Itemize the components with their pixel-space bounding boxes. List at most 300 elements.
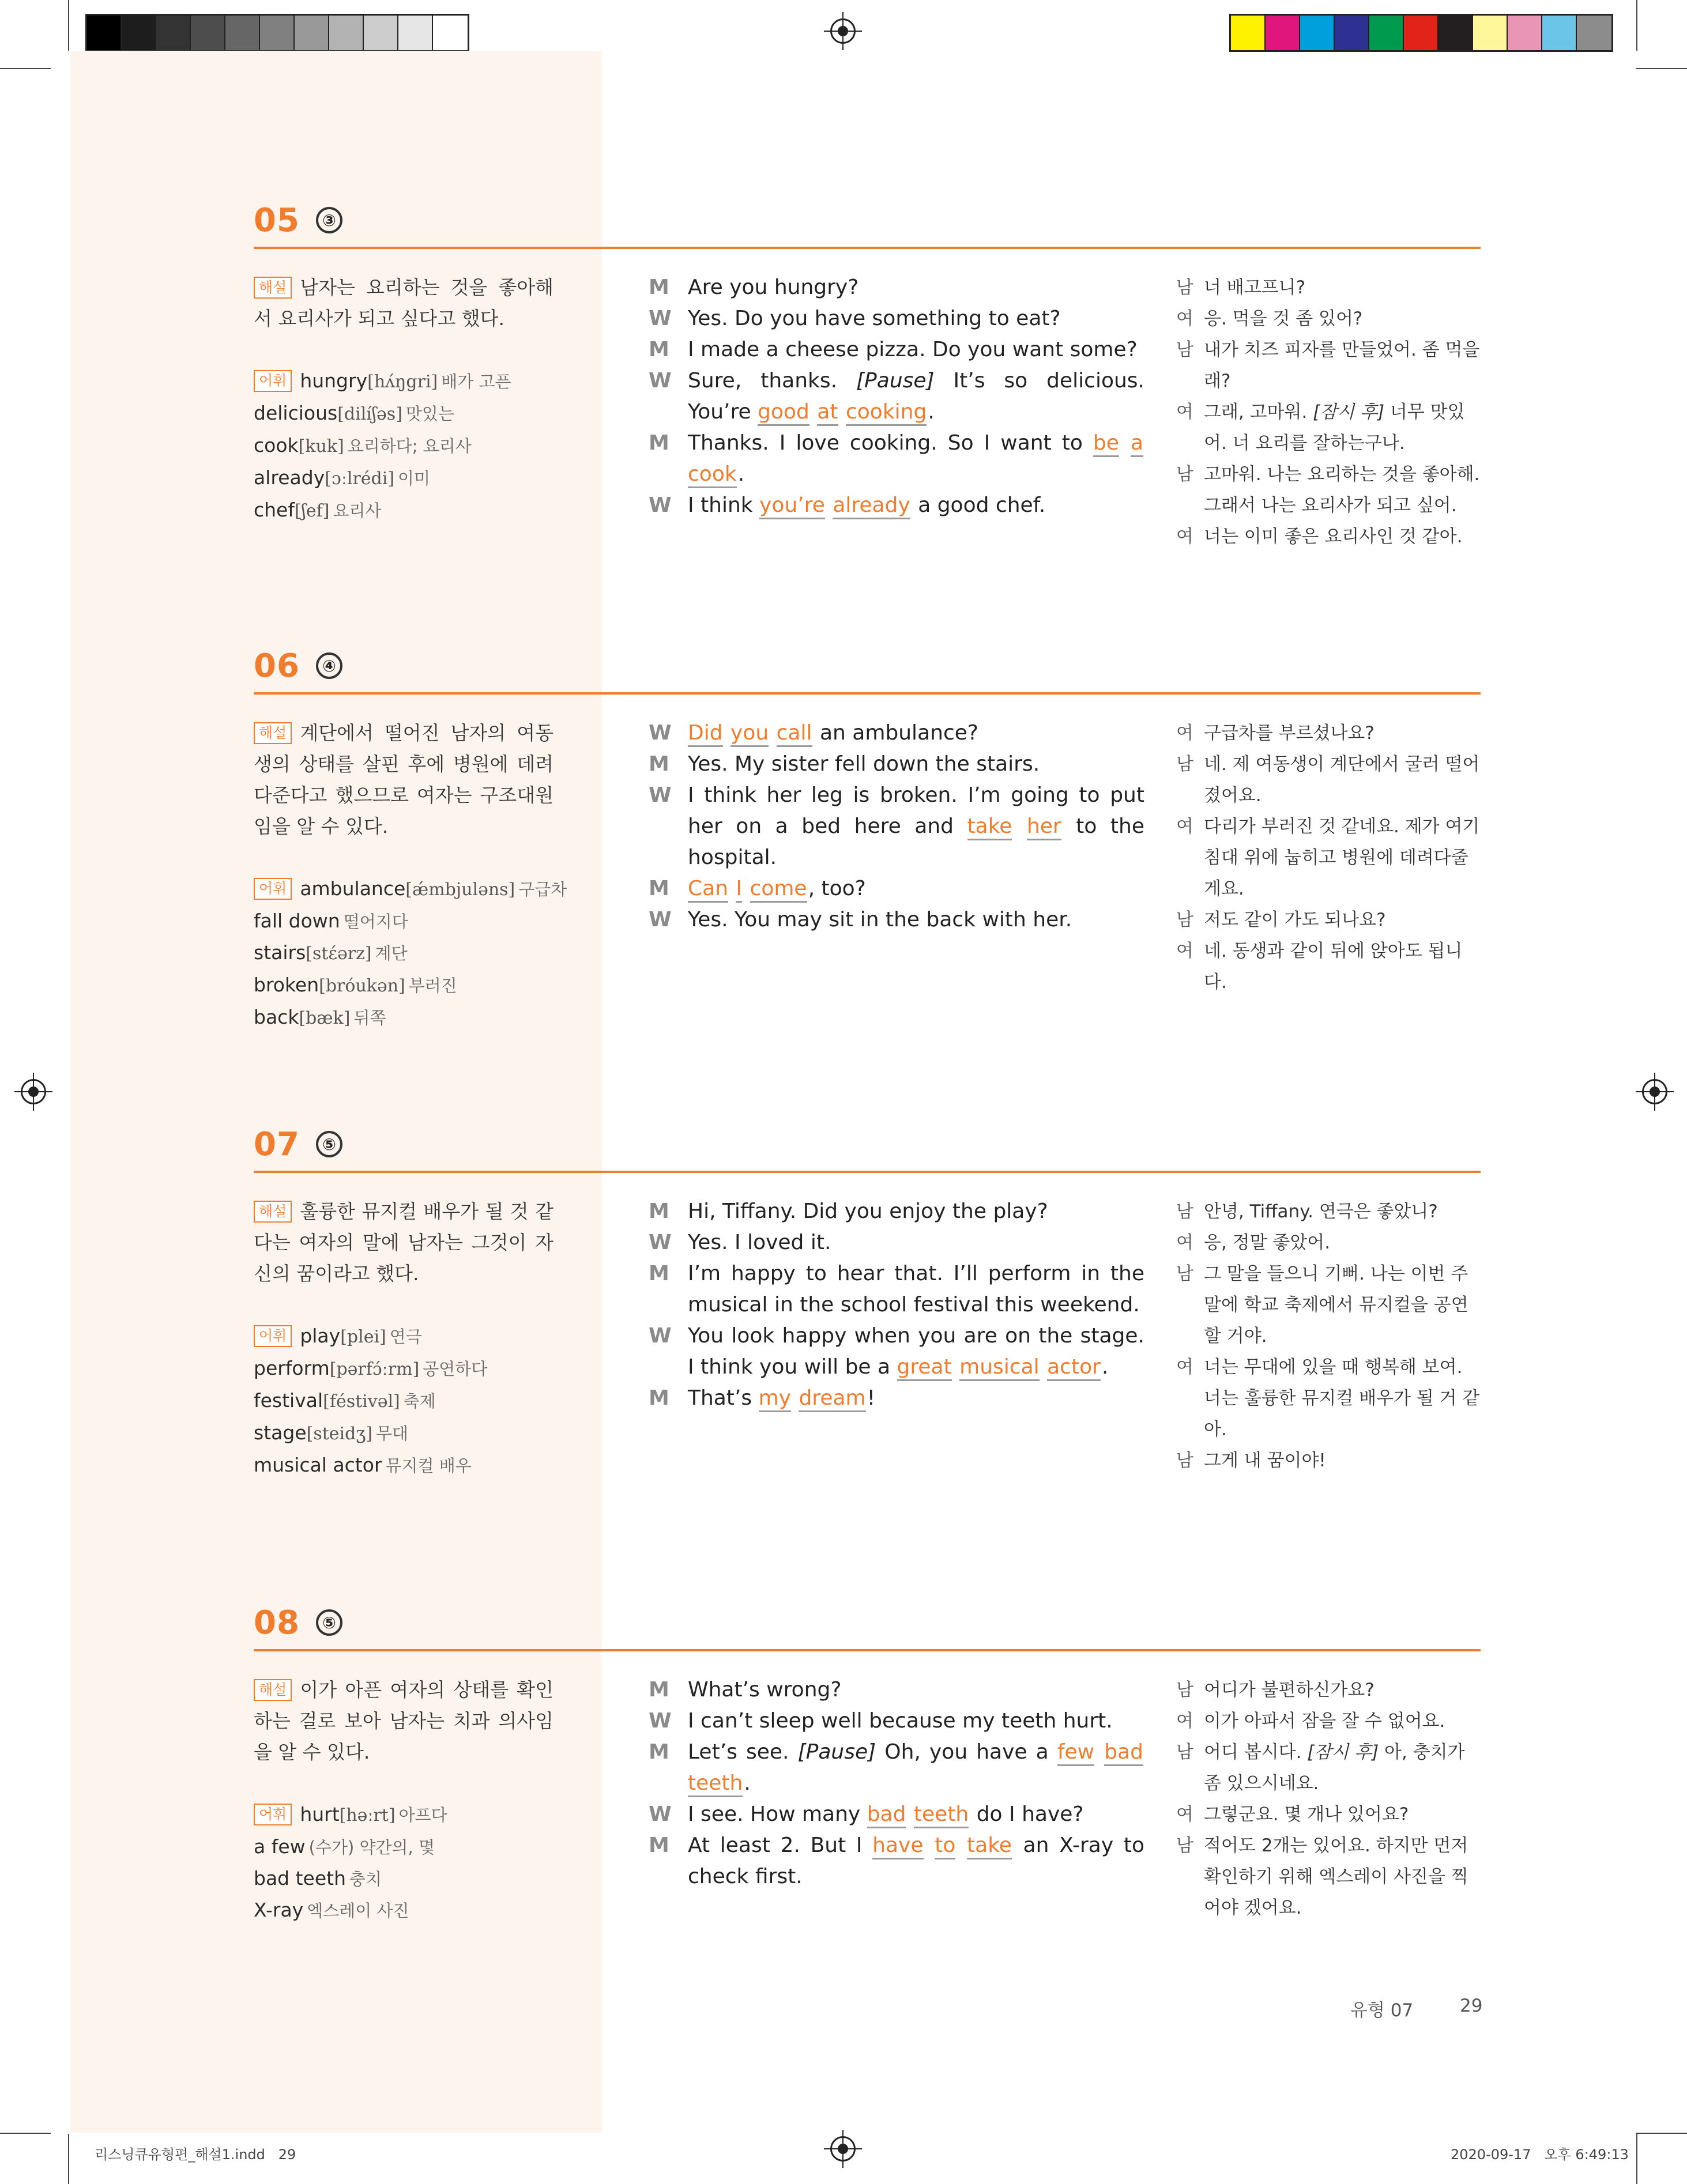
vocab-word: perform (254, 1357, 330, 1379)
vocab-phonetic: [féstivəl] (323, 1391, 400, 1412)
vocab-item (254, 970, 553, 1002)
vocab-word: back (254, 1006, 299, 1028)
text-run (724, 721, 730, 745)
translation-text (1204, 1227, 1482, 1258)
color-swatch (1404, 16, 1439, 50)
dialogue-line (649, 1258, 1144, 1321)
speaker-label: M (649, 1262, 669, 1285)
answer-choice: ⑤ (316, 1131, 342, 1157)
vocab-phonetic: [steidʒ] (306, 1424, 372, 1444)
vocab-item (254, 873, 567, 906)
dialogue-line (649, 1383, 1144, 1414)
dialogue-text (688, 334, 1144, 365)
vocab-phonetic: [hʌ́ŋgri] (367, 372, 438, 392)
blank-answer: Did (688, 721, 723, 747)
translation-text (1204, 521, 1482, 552)
text-run (1041, 1355, 1047, 1379)
dialogue-line (649, 749, 1144, 780)
text-run: ! (867, 1386, 876, 1410)
stage-direction: [Pause] (797, 1740, 876, 1764)
text-run: I think her leg is broken. I’m going to put her on a bed here and (688, 783, 1144, 838)
question-header (254, 643, 342, 689)
speaker-label: 여 (1176, 723, 1193, 744)
text-run: What’s wrong? (688, 1678, 842, 1702)
section-divider (254, 247, 1481, 249)
crop-mark (1636, 68, 1687, 69)
question-section (254, 197, 1481, 635)
explanation-column (254, 272, 553, 527)
text-run: 어디가 불편하신가요? (1204, 1680, 1375, 1700)
color-swatch (1508, 16, 1542, 50)
dialogue-line (649, 365, 1144, 428)
dialogue-text (688, 1321, 1144, 1383)
text-run: 그 말을 들으니 기뻐. 나는 이번 주말에 학교 축제에서 뮤지컬을 공연할 거야. (1204, 1263, 1468, 1346)
vocab-phonetic: [pərfɔ́ːrm] (329, 1359, 420, 1379)
text-run: 그렇군요. 몇 개나 있어요? (1204, 1804, 1409, 1825)
dialogue-line (649, 873, 1144, 904)
text-run: . (737, 462, 745, 486)
text-run: I can’t sleep well because my teeth hurt. (688, 1709, 1113, 1733)
blank-answer: actor (1047, 1355, 1101, 1381)
blank-answer: good (758, 400, 809, 426)
vocab-item (254, 365, 553, 398)
vocab-tag: 어휘 (254, 878, 292, 900)
section-divider (254, 692, 1481, 695)
text-run (957, 1834, 967, 1857)
text-run: At least 2. But I (688, 1834, 873, 1857)
vocab-item (254, 462, 553, 495)
blank-answer: have (872, 1834, 923, 1859)
explanation-text-block (254, 718, 553, 842)
answer-choice: ③ (316, 207, 342, 233)
translation-text (1204, 303, 1482, 334)
english-dialogue (649, 1674, 1144, 1892)
dialogue-text (688, 780, 1144, 873)
text-run (907, 1802, 913, 1826)
section-divider (254, 1171, 1481, 1173)
dialogue-line (649, 1196, 1144, 1227)
text-run: a good chef. (911, 493, 1046, 517)
dialogue-line (649, 1227, 1144, 1258)
slug-file-info: 리스닝큐유형편_해설1.indd 29 (95, 2147, 296, 2163)
speaker-label: 남 (1176, 1835, 1193, 1856)
vocab-meaning: 요리사 (333, 501, 382, 520)
speaker-label: M (649, 1199, 669, 1223)
vocab-word: broken (254, 974, 319, 996)
text-run: 어디 봅시다. (1204, 1742, 1308, 1763)
question-number: 05 (254, 201, 300, 239)
crop-mark (1636, 2133, 1687, 2134)
color-swatch (1266, 16, 1300, 50)
color-swatch (1542, 16, 1577, 50)
blank-answer: you (730, 721, 769, 747)
explanation-text-block (254, 1196, 553, 1289)
dialogue-text (688, 718, 1144, 749)
vocab-item (254, 1417, 553, 1450)
color-swatch (156, 16, 191, 50)
text-run (953, 1355, 959, 1379)
vocab-meaning: 맛있는 (405, 404, 454, 424)
dialogue-text (688, 904, 1144, 936)
translation-line (1176, 1258, 1482, 1352)
dialogue-line (649, 1830, 1144, 1892)
vocab-item (254, 1321, 553, 1353)
vocab-meaning: 연극 (389, 1327, 422, 1346)
blank-answer: come (750, 877, 807, 903)
text-run: Yes. My sister fell down the stairs. (688, 752, 1040, 776)
speaker-label: M (649, 1678, 669, 1702)
blank-answer: bad (1104, 1740, 1143, 1766)
text-run (729, 877, 736, 900)
blank-answer: I (736, 877, 742, 903)
explanation-column (254, 1196, 553, 1481)
vocab-meaning: 구급차 (518, 880, 567, 899)
vocab-meaning: 계단 (375, 944, 408, 963)
text-run: Yes. Do you have something to eat? (688, 307, 1061, 330)
text-run: 너는 무대에 있을 때 행복해 보여. 너는 훌륭한 뮤지컬 배우가 될 거 같아. (1204, 1357, 1480, 1440)
dialogue-text (688, 1674, 1144, 1706)
text-run: 내가 치즈 피자를 만들었어. 좀 먹을래? (1204, 340, 1480, 391)
translation-line (1176, 272, 1482, 303)
translation-line (1176, 303, 1482, 334)
vocab-meaning: 뒤쪽 (353, 1008, 386, 1028)
translation-line (1176, 1830, 1482, 1923)
translation-text (1204, 459, 1482, 521)
registration-mark-left (21, 1079, 46, 1104)
blank-answer: musical (959, 1355, 1040, 1381)
vocab-word: hungry (300, 369, 368, 392)
question-header (254, 197, 342, 243)
vocab-item (254, 1895, 553, 1926)
vocab-word: festival (254, 1389, 323, 1412)
text-run: , too? (808, 877, 866, 900)
vocab-item (254, 1799, 553, 1831)
blank-answer: my (759, 1386, 791, 1412)
speaker-label: 남 (1176, 1450, 1193, 1471)
registration-mark-bottom (830, 2136, 856, 2162)
blank-answer: already (833, 493, 910, 519)
vocab-item (254, 1831, 553, 1863)
dialogue-line (649, 904, 1144, 936)
translation-text (1204, 1258, 1482, 1352)
vocab-phonetic: [plei] (340, 1327, 386, 1347)
text-run: 너는 이미 좋은 요리사인 것 같아. (1204, 526, 1463, 547)
english-dialogue (649, 1196, 1144, 1414)
speaker-label: 여 (1176, 816, 1193, 837)
color-swatch (329, 16, 364, 50)
translation-line (1176, 1352, 1482, 1445)
text-run: Oh, you have a (876, 1740, 1057, 1764)
vocab-tag: 어휘 (254, 1325, 292, 1347)
translation-line (1176, 749, 1482, 811)
text-run (743, 877, 750, 900)
vocab-word: musical actor (254, 1454, 382, 1476)
explanation-text: 훌륭한 뮤지컬 배우가 될 것 같다는 여자의 말에 남자는 그것이 자신의 꿈이라고 했다. (254, 1200, 553, 1285)
vocab-meaning: (수가) 약간의, 몇 (308, 1838, 435, 1857)
text-run: It’s so delicious. You’re (688, 369, 1144, 424)
crop-mark (68, 2134, 69, 2184)
text-run (792, 1386, 799, 1410)
text-run (839, 400, 846, 424)
question-section (254, 1600, 1481, 2038)
text-run: 다리가 부러진 것 같네요. 제가 여기 침대 위에 눕히고 병원에 데려다줄게요. (1204, 816, 1480, 899)
speaker-label: W (649, 493, 672, 517)
color-swatch (364, 16, 398, 50)
dialogue-text (688, 1227, 1144, 1258)
blank-answer: a (1131, 431, 1143, 457)
explanation-tag: 해설 (254, 277, 292, 299)
text-run: . (1101, 1355, 1109, 1379)
speaker-label: 여 (1176, 1357, 1193, 1378)
vocab-word: bad teeth (254, 1867, 347, 1889)
translation-line (1176, 1737, 1482, 1799)
text-run (1013, 814, 1027, 838)
blank-answer: you’re (759, 493, 825, 519)
color-swatch (1577, 16, 1611, 50)
speaker-label: 여 (1176, 1711, 1193, 1732)
translation-line (1176, 1674, 1482, 1706)
translation-text (1204, 1352, 1482, 1445)
translation-text (1204, 718, 1482, 749)
text-run: 너무 맛있어. 너 요리를 잘하는구나. (1204, 402, 1465, 454)
vocab-meaning: 공연하다 (423, 1359, 488, 1379)
color-swatch (1231, 16, 1266, 50)
text-run: 네. 동생과 같이 뒤에 앉아도 됩니다. (1204, 941, 1463, 993)
translation-text (1204, 334, 1482, 397)
speaker-label: M (649, 431, 669, 455)
slug-timestamp: 2020-09-17 오후 6:49:13 (1451, 2147, 1629, 2163)
translation-line (1176, 904, 1482, 936)
blank-answer: cooking (846, 400, 927, 426)
speaker-label: 여 (1176, 308, 1193, 329)
vocab-meaning: 엑스레이 사진 (307, 1901, 409, 1921)
text-run: an X-ray to check first. (688, 1834, 1144, 1888)
blank-answer: to (935, 1834, 955, 1859)
vocab-word: a few (254, 1835, 306, 1858)
vocab-tag: 어휘 (254, 370, 292, 392)
text-run: . (928, 400, 935, 424)
vocab-meaning: 요리하다; 요리사 (347, 436, 472, 456)
vocab-word: fall down (254, 910, 340, 932)
speaker-label: W (649, 1324, 672, 1348)
blank-answer: take (967, 814, 1012, 840)
crop-mark (68, 0, 69, 51)
text-run: Yes. I loved it. (688, 1231, 831, 1254)
color-swatch (225, 16, 260, 50)
color-swatch (295, 16, 329, 50)
translation-line (1176, 936, 1482, 998)
text-run: to the hospital. (688, 814, 1144, 869)
vocab-phonetic: [bæk] (299, 1008, 351, 1028)
text-run: 응. 먹을 것 좀 있어? (1204, 308, 1363, 329)
explanation-column (254, 718, 567, 1034)
korean-translation (1176, 718, 1482, 998)
blank-answer: few (1057, 1740, 1094, 1766)
crop-mark (0, 68, 51, 69)
vocab-meaning: 뮤지컬 배우 (385, 1456, 472, 1476)
dialogue-line (649, 428, 1144, 490)
speaker-label: 여 (1176, 1804, 1193, 1825)
dialogue-line (649, 718, 1144, 749)
explanation-tag: 해설 (254, 722, 292, 744)
speaker-label: W (649, 721, 672, 745)
translation-line (1176, 1445, 1482, 1476)
vocabulary-list (254, 873, 567, 1034)
translation-line (1176, 1799, 1482, 1830)
blank-answer: dream (799, 1386, 865, 1412)
dialogue-text (688, 749, 1144, 780)
crop-mark (0, 2133, 51, 2134)
text-run: Are you hungry? (688, 276, 859, 299)
dialogue-text (688, 490, 1144, 521)
color-swatch (1473, 16, 1508, 50)
speaker-label: 남 (1176, 1742, 1193, 1763)
section-divider (254, 1649, 1481, 1651)
dialogue-line (649, 1321, 1144, 1383)
blank-answer: teeth (914, 1802, 969, 1828)
blank-answer: teeth (688, 1771, 743, 1797)
translation-line (1176, 1706, 1482, 1737)
translation-line (1176, 334, 1482, 397)
blank-answer: Can (688, 877, 728, 903)
speaker-label: 남 (1176, 1201, 1193, 1222)
vocab-word: delicious (254, 402, 338, 424)
text-run: Let’s see. (688, 1740, 798, 1764)
registration-mark-right (1642, 1079, 1667, 1104)
dialogue-text (688, 1383, 1144, 1414)
question-number: 06 (254, 647, 300, 685)
text-run: 그래, 고마워. (1204, 402, 1313, 423)
text-run: I’m happy to hear that. I’ll perform in the musical in the school festival this weekend. (688, 1262, 1144, 1317)
text-run: Thanks. I love cooking. So I want to (688, 431, 1093, 455)
translation-text (1204, 272, 1482, 303)
text-run: 너 배고프니? (1204, 277, 1306, 298)
vocab-phonetic: [həːrt] (339, 1805, 396, 1825)
translation-text (1204, 397, 1482, 459)
text-run: 네. 제 여동생이 계단에서 굴러 떨어졌어요. (1204, 754, 1480, 806)
speaker-label: 남 (1176, 340, 1193, 360)
speaker-label: 남 (1176, 1263, 1193, 1284)
question-header (254, 1600, 342, 1646)
color-swatch (87, 16, 122, 50)
translation-line (1176, 718, 1482, 749)
vocab-word: play (300, 1325, 341, 1347)
vocab-meaning: 이미 (398, 469, 431, 488)
vocab-item (254, 1863, 553, 1895)
speaker-label: M (649, 877, 669, 900)
text-run: 저도 같이 가도 되나요? (1204, 910, 1386, 930)
vocab-meaning: 무대 (375, 1424, 408, 1443)
color-swatch (1335, 16, 1369, 50)
explanation-column (254, 1674, 553, 1926)
color-swatch (191, 16, 225, 50)
dialogue-text (688, 1196, 1144, 1227)
blank-answer: be (1093, 431, 1119, 457)
text-run: 적어도 2개는 있어요. 하지만 먼저 확인하기 위해 엑스레이 사진을 찍어야 겠어요. (1204, 1835, 1468, 1918)
translation-text (1204, 749, 1482, 811)
color-swatch (122, 16, 156, 50)
vocab-phonetic: [bróukən] (319, 976, 405, 996)
speaker-label: 여 (1176, 1232, 1193, 1253)
speaker-label: M (649, 1740, 669, 1764)
speaker-label: W (649, 1231, 672, 1254)
text-run (770, 721, 776, 745)
vocab-item (254, 1450, 553, 1481)
vocab-meaning: 축제 (403, 1391, 436, 1411)
translation-text (1204, 1196, 1482, 1227)
vocab-word: stage (254, 1421, 307, 1444)
translation-line (1176, 811, 1482, 904)
vocab-word: ambulance (300, 877, 406, 900)
text-run: Hi, Tiffany. Did you enjoy the play? (688, 1199, 1048, 1223)
translation-text (1204, 1737, 1482, 1799)
question-section (254, 1121, 1481, 1559)
dialogue-text (688, 873, 1144, 904)
explanation-text-block (254, 1674, 553, 1768)
explanation-text: 계단에서 떨어진 남자의 여동생의 상태를 살핀 후에 병원에 데려다준다고 했으므로 여자는 구조대원임을 알 수 있다. (254, 722, 553, 838)
vocab-item (254, 937, 553, 970)
vocab-meaning: 아프다 (398, 1805, 447, 1825)
vocab-item (254, 1002, 553, 1034)
speaker-label: W (649, 1709, 672, 1733)
text-run: I think (688, 493, 760, 517)
dialogue-text (688, 1258, 1144, 1321)
vocabulary-list (254, 1799, 553, 1926)
vocab-meaning: 충치 (349, 1869, 382, 1889)
dialogue-line (649, 1737, 1144, 1799)
speaker-label: M (649, 1834, 669, 1857)
translation-text (1204, 1830, 1482, 1923)
speaker-label: 여 (1176, 402, 1193, 423)
text-run: 고마워. 나는 요리하는 것을 좋아해. 그래서 나는 요리사가 되고 싶어. (1204, 464, 1480, 516)
dialogue-line (649, 1799, 1144, 1830)
text-run (811, 400, 817, 424)
vocabulary-list (254, 1321, 553, 1481)
process-color-bar (1229, 14, 1613, 52)
vocab-word: stairs (254, 941, 306, 964)
korean-translation (1176, 1196, 1482, 1476)
dialogue-line (649, 272, 1144, 303)
question-section (254, 643, 1481, 1081)
stage-direction: [잠시 후] (1313, 402, 1385, 423)
text-run (925, 1834, 935, 1857)
dialogue-text (688, 272, 1144, 303)
speaker-label: M (649, 752, 669, 776)
blank-answer: her (1027, 814, 1061, 840)
explanation-text-block (254, 272, 553, 334)
vocab-word: already (254, 466, 325, 489)
vocab-phonetic: [ǽmbjuləns] (405, 880, 515, 900)
stage-direction: [잠시 후] (1307, 1742, 1379, 1763)
english-dialogue (649, 272, 1144, 521)
speaker-label: 여 (1176, 941, 1193, 961)
translation-line (1176, 1227, 1482, 1258)
question-number: 07 (254, 1125, 300, 1163)
vocab-phonetic: [stέərz] (306, 944, 372, 964)
blank-answer: bad (867, 1802, 906, 1828)
korean-translation (1176, 1674, 1482, 1923)
text-run: 그게 내 꿈이야! (1204, 1450, 1326, 1471)
vocab-word: hurt (300, 1803, 340, 1825)
translation-text (1204, 936, 1482, 998)
dialogue-text (688, 1830, 1144, 1892)
text-run (1095, 1740, 1104, 1764)
speaker-label: M (649, 1386, 669, 1410)
vocab-phonetic: [ɔːlrédi] (325, 469, 395, 489)
explanation-text: 이가 아픈 여자의 상태를 확인하는 걸로 보아 남자는 치과 의사임을 알 수 있다. (254, 1678, 553, 1763)
vocabulary-list (254, 365, 553, 527)
answer-choice: ⑤ (316, 1609, 342, 1636)
